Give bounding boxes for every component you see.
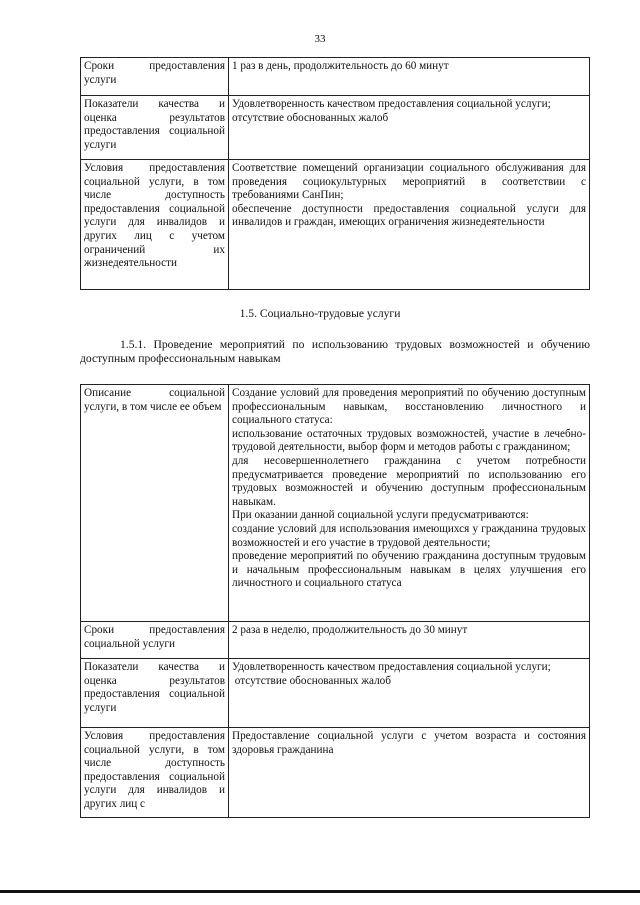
value-line: 1 раз в день, продолжительность до 60 минут (232, 60, 449, 72)
value-line: создание условий для использования имеющихся у гражданина трудовых возможностей и его участие в трудовой деятельности; (232, 522, 586, 549)
row-label: Показатели качества и оценка результатов предоставления социальной услуги (81, 659, 229, 728)
value-line: обеспечение доступности предоставления социальной услуги для инвалидов и граждан, имеющих ограничения жизнедеятельности (232, 202, 586, 229)
table-row (81, 659, 590, 728)
row-label: Показатели качества и оценка результатов предоставления социальной услуги (81, 96, 229, 160)
table-row (81, 385, 590, 622)
row-value (229, 160, 590, 290)
value-line: При оказании данной социальной услуги предусматриваются: (232, 509, 529, 522)
table-row (81, 622, 590, 659)
value-line: Предоставление социальной услуги с учетом возраста и состояния здоровья гражданина (232, 730, 586, 756)
table-row (81, 58, 590, 96)
value-line: Создание условий для проведения мероприятий по обучению доступным профессиональным навыкам, восстановлению личностного и социального статуса: (232, 387, 586, 427)
row-value (229, 96, 590, 160)
value-line: проведение мероприятий по обучению гражданина доступным трудовым и начальным профессиональным навыкам в целях улучшения его личностного и социального статуса (232, 550, 586, 590)
value-line: отсутствие обоснованных жалоб (232, 674, 391, 687)
row-label: Сроки предоставления социальной услуги (81, 622, 229, 659)
row-value (229, 385, 590, 622)
section-title: 1.5. Социально-трудовые услуги (239, 307, 401, 320)
service-table-1 (80, 57, 590, 290)
value-line: Соответствие помещений организации социального обслуживания для проведения социокультурных мероприятий в соответствии с требованиями СанПин; (232, 162, 586, 202)
page-bottom-rule (0, 890, 640, 893)
row-label: Описание социальной услуги, в том числе ее объем (81, 385, 229, 622)
row-value (229, 58, 590, 96)
row-value (229, 622, 590, 659)
service-table-2 (80, 384, 590, 818)
table-row (81, 96, 590, 160)
subsection-title: 1.5.1. Проведение мероприятий по использованию трудовых возможностей и обучению доступным профессиональным навыкам (80, 338, 590, 365)
value-line: Удовлетворенность качеством предоставления социальной услуги; (232, 98, 551, 110)
value-line: Удовлетворенность качеством предоставления социальной услуги; (232, 661, 551, 673)
value-line: для несовершеннолетнего гражданина с учетом потребности предусматривается проведение мероприятий по использованию его трудовых возможностей и обучению доступным профессиональным навыкам. (232, 454, 586, 508)
row-label: Сроки предоставления услуги (81, 58, 229, 96)
row-label: Условия предоставления социальной услуги, в том числе доступность предоставления социальной услуги для инвалидов и других лиц с учетом ограничений их жизнедеятельности (81, 160, 229, 290)
value-line: использование остаточных трудовых возможностей, участие в лечебно-трудовой деятельности, выбор форм и методов работы с гражданином; (232, 427, 586, 454)
row-value (229, 659, 590, 728)
row-value (229, 728, 590, 818)
table-row (81, 160, 590, 290)
row-label: Условия предоставления социальной услуги, в том числе доступность предоставления социальной услуги для инвалидов и других лиц с (81, 728, 229, 818)
table-row (81, 728, 590, 818)
value-line: отсутствие обоснованных жалоб (232, 111, 389, 124)
value-line: 2 раза в неделю, продолжительность до 30 минут (232, 624, 468, 636)
page-number: 33 (314, 33, 326, 45)
